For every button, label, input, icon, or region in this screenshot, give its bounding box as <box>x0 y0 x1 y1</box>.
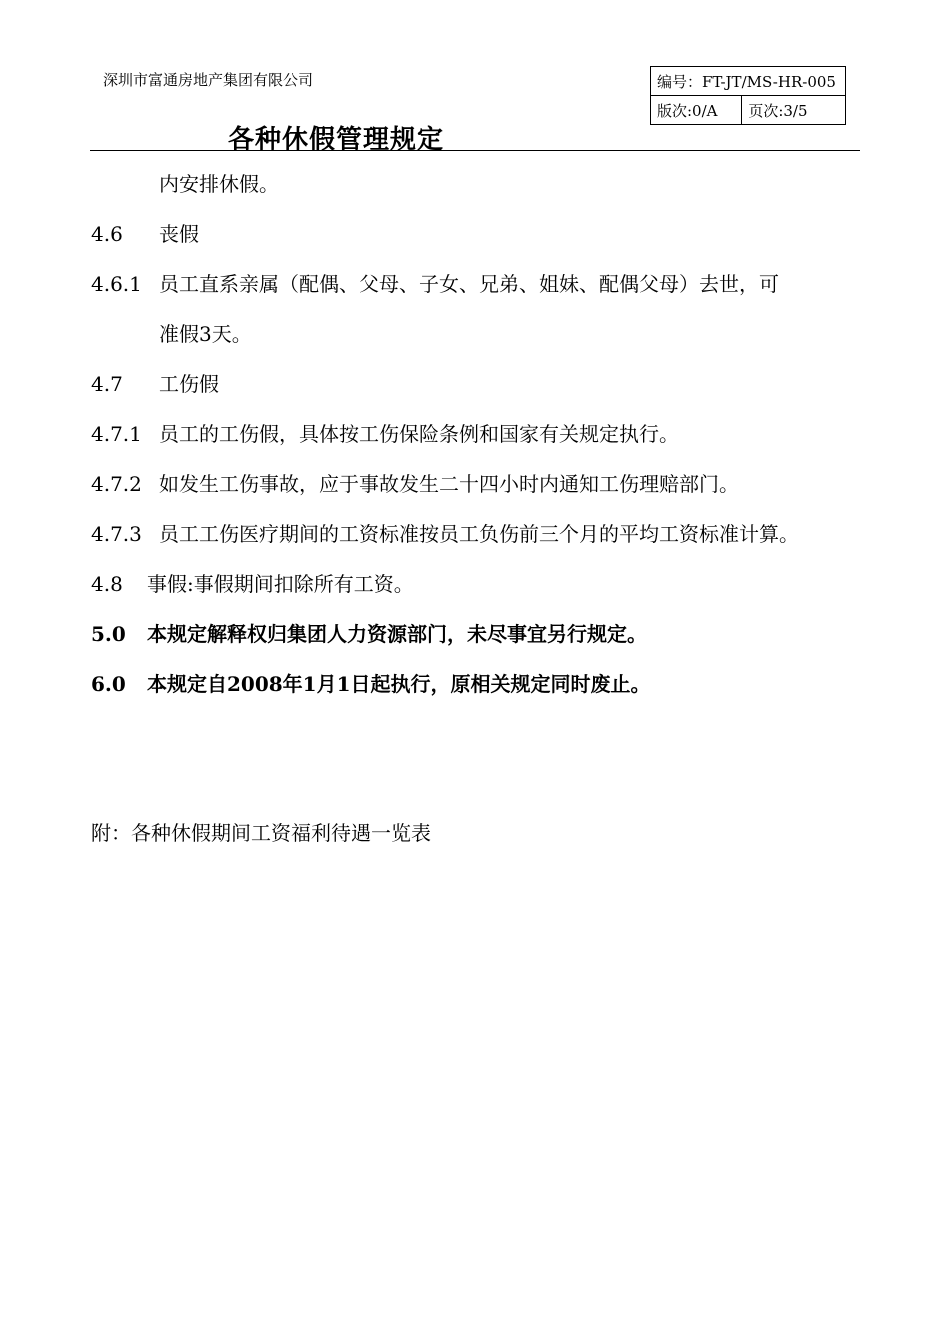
clause-text: 员工工伤医疗期间的工资标准按员工负伤前三个月的平均工资标准计算。 <box>159 522 799 546</box>
appendix-note: 附：各种休假期间工资福利待遇一览表 <box>91 821 431 845</box>
document-code: 编号：FT-JT/MS-HR-005 <box>651 67 846 96</box>
document-info-table <box>650 66 846 125</box>
company-name: 深圳市富通房地产集团有限公司 <box>103 71 314 89</box>
section-4-6 <box>91 222 199 246</box>
clause-4-7-1 <box>91 422 679 446</box>
document-page: 页次:3/5 <box>742 96 846 125</box>
section-text: 事假:事假期间扣除所有工资。 <box>147 572 414 596</box>
clause-text: 员工的工伤假，具体按工伤保险条例和国家有关规定执行。 <box>159 422 679 446</box>
clause-number: 4.7.3 <box>91 522 142 546</box>
section-4-7 <box>91 372 219 396</box>
section-number: 5.0 <box>91 622 126 646</box>
section-heading: 工伤假 <box>159 372 219 396</box>
clause-4-6-1 <box>91 272 779 296</box>
section-6-0 <box>91 672 651 696</box>
document-edition: 版次:0/A <box>651 96 742 125</box>
section-5-0 <box>91 622 647 646</box>
section-number: 4.8 <box>91 572 123 596</box>
header-divider <box>90 150 860 151</box>
clause-continuation <box>159 322 252 346</box>
clause-4-7-3 <box>91 522 799 546</box>
clause-text: 如发生工伤事故，应于事故发生二十四小时内通知工伤理赔部门。 <box>159 472 739 496</box>
clause-number: 4.7.2 <box>91 472 142 496</box>
paragraph-text: 内安排休假。 <box>159 172 279 196</box>
section-text: 本规定解释权归集团人力资源部门，未尽事宜另行规定。 <box>147 622 647 646</box>
clause-text: 准假3天。 <box>159 322 252 346</box>
clause-number: 4.7.1 <box>91 422 142 446</box>
clause-text: 员工直系亲属（配偶、父母、子女、兄弟、姐妹、配偶父母）去世，可 <box>159 272 779 296</box>
paragraph-continuation <box>159 172 279 196</box>
clause-number: 4.6.1 <box>91 272 142 296</box>
section-number: 4.6 <box>91 222 123 246</box>
section-heading: 丧假 <box>159 222 199 246</box>
section-number: 4.7 <box>91 372 123 396</box>
section-number: 6.0 <box>91 672 126 696</box>
section-text: 本规定自2008年1月1日起执行，原相关规定同时废止。 <box>147 672 651 696</box>
clause-4-7-2 <box>91 472 739 496</box>
section-4-8 <box>91 572 414 596</box>
document-title: 各种休假管理规定 <box>228 125 445 155</box>
